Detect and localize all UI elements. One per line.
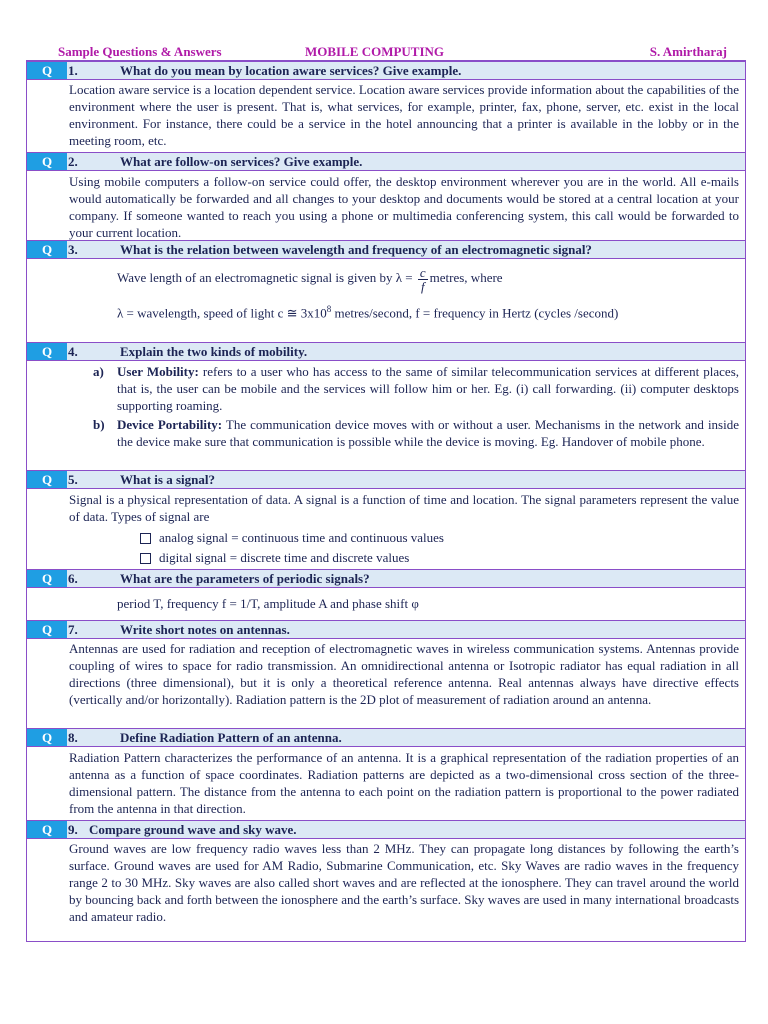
question-text: Explain the two kinds of mobility. (120, 344, 308, 359)
answer-text: Ground waves are low frequency radio waves less than 2 MHz. They can propagate long distances by following the earth’s surface. Ground waves are used for AM Radio, Submarine Communication, etc. Sky Waves are radio waves in the frequency range 2 to 30 MHz. Sky waves are also called short waves and are reflected at the ionosphere. They can travel around the world by bouncing back and forth between the ionosphere and the earth’s surface. Sky waves are used in many international broadcasts and amateur radio. (69, 841, 740, 924)
wavelength-formula (117, 265, 503, 293)
item-marker: a) (93, 364, 104, 379)
answer-1 (69, 81, 739, 149)
question-text: Write short notes on antennas. (120, 622, 290, 637)
answer-text: Using mobile computers a follow-on service could offer, the desktop environment wherever you are in the world. All e-mails would automatically be forwarded and all changes to your desktop and documents would be stored at a central location at your company. If someone wanted to reach you using a phone or multimedia conferencing system, this call would be forwarded to your current location. (69, 174, 739, 240)
page-header (58, 44, 730, 60)
question-number: 2. (68, 154, 78, 169)
question-text: What is a signal? (120, 472, 215, 487)
item-title: Device Portability: (117, 417, 223, 432)
answer-text: Signal is a physical representation of data. A signal is a function of time and location. The signal parameters represent the value of data. Types of signal are (69, 492, 739, 524)
question-row-4 (27, 342, 745, 361)
bullet-text: digital signal = discrete time and discrete values (159, 550, 410, 565)
q-badge: Q (27, 729, 67, 746)
checkbox-bullet-icon (140, 533, 151, 544)
question-number: 8. (68, 730, 78, 745)
checkbox-bullet-icon (140, 553, 151, 564)
question-row-6 (27, 569, 745, 588)
signal-type-digital (140, 549, 409, 566)
mobility-item-device (93, 416, 739, 450)
question-text: Define Radiation Pattern of an antenna. (120, 730, 342, 745)
question-number: 6. (68, 571, 78, 586)
question-number: 5. (68, 472, 78, 487)
q-badge: Q (27, 621, 67, 638)
wavelength-definitions (117, 301, 618, 321)
q-badge: Q (27, 153, 67, 170)
item-marker: b) (93, 417, 105, 432)
question-number: 1. (68, 63, 78, 78)
q-badge: Q (27, 821, 67, 838)
item-body: refers to a user who has access to the same of similar telecommunication services at different places, that is, the user can be mobile and the services will follow him or her. Eg. (i) call forwarding. (ii) computer desktops supporting roaming. (117, 364, 739, 413)
q-badge: Q (27, 343, 67, 360)
answer-text: Location aware service is a location dependent service. Location aware services provide information about the capabilities of the environment where the user is present. That is, what services, for example, printer, fax, phone, server, etc. exist in the local environment. For instance, there could be a service in the hotel announcing that a printer is available in the lobby or in the meeting room, etc. (69, 82, 739, 148)
definition-part-b: metres/second, f = frequency in Hertz (cycles /second) (331, 305, 619, 321)
answer-text: Antennas are used for radiation and reception of electromagnetic waves in wireless communication systems. Antennas provide coupling of wires to space for radio transmission. An omnidirectional antenna or Isotropic radiator has equal radiation in all directions (three dimensional), but it is only a theoretical reference antenna. Real antennas always have directive effects (vertically and/or horizontally). Radiation pattern is the 2D plot of measurement of radiation around an antenna. (69, 641, 739, 707)
answer-8 (69, 749, 739, 817)
mobility-item-user (93, 363, 739, 414)
c-over-f-fraction (418, 266, 428, 293)
question-text: What do you mean by location aware services? Give example. (120, 63, 462, 78)
question-text: What is the relation between wavelength and frequency of an electromagnetic signal? (120, 242, 592, 257)
question-number: 9. (68, 822, 78, 837)
question-text: Compare ground wave and sky wave. (89, 822, 297, 837)
q-badge: Q (27, 62, 67, 79)
definition-part-a: λ = wavelength, speed of light c ≅ 3x10 (117, 305, 327, 321)
formula-suffix: metres, where (429, 270, 503, 285)
question-number: 7. (68, 622, 78, 637)
question-number: 4. (68, 344, 78, 359)
question-row-1 (27, 61, 745, 80)
question-row-2 (27, 152, 745, 171)
answer-2 (69, 173, 739, 241)
item-title: User Mobility: (117, 364, 199, 379)
fraction-numerator: c (419, 264, 426, 280)
question-number: 3. (68, 242, 78, 257)
bullet-text: analog signal = continuous time and continuous values (159, 530, 444, 545)
question-row-7 (27, 620, 745, 639)
question-row-8 (27, 728, 745, 747)
q-badge: Q (27, 570, 67, 587)
q-badge: Q (27, 471, 67, 488)
item-body: The communication device moves with or without a user. Mechanisms in the network and inside the device make sure that communication is possible while the device is moving. Eg. Handover of mobile phone. (117, 417, 739, 449)
question-row-3 (27, 240, 745, 259)
answer-text: Radiation Pattern characterizes the performance of an antenna. It is a graphical representation of the radiation properties of an antenna as a function of space coordinates. Radiation patterns are depicted as a two-dimensional cross section of the three-dimensional pattern. The distance from the antenna to each point on the radiation pattern is proportional to the power radiated from the antenna in that direction. (69, 750, 739, 816)
answer-9 (69, 840, 739, 925)
signal-type-analog (140, 529, 444, 546)
fraction-denominator: f (420, 278, 425, 294)
answer-7 (69, 640, 739, 708)
question-text: What are follow-on services? Give example. (120, 154, 363, 169)
header-author: S. Amirtharaj (649, 44, 727, 59)
definition-exponent: 8 (326, 304, 332, 314)
q-badge: Q (27, 241, 67, 258)
question-row-5 (27, 470, 745, 489)
header-left-title: Sample Questions & Answers (58, 44, 222, 59)
header-subject-title: MOBILE COMPUTING (305, 44, 445, 59)
answer-6: period T, frequency f = 1/T, amplitude A and phase shift φ (117, 596, 419, 611)
question-row-9 (27, 820, 745, 839)
answer-5 (69, 491, 739, 525)
formula-prefix: Wave length of an electromagnetic signal is given by λ = (117, 270, 413, 285)
question-text: What are the parameters of periodic signals? (120, 571, 370, 586)
